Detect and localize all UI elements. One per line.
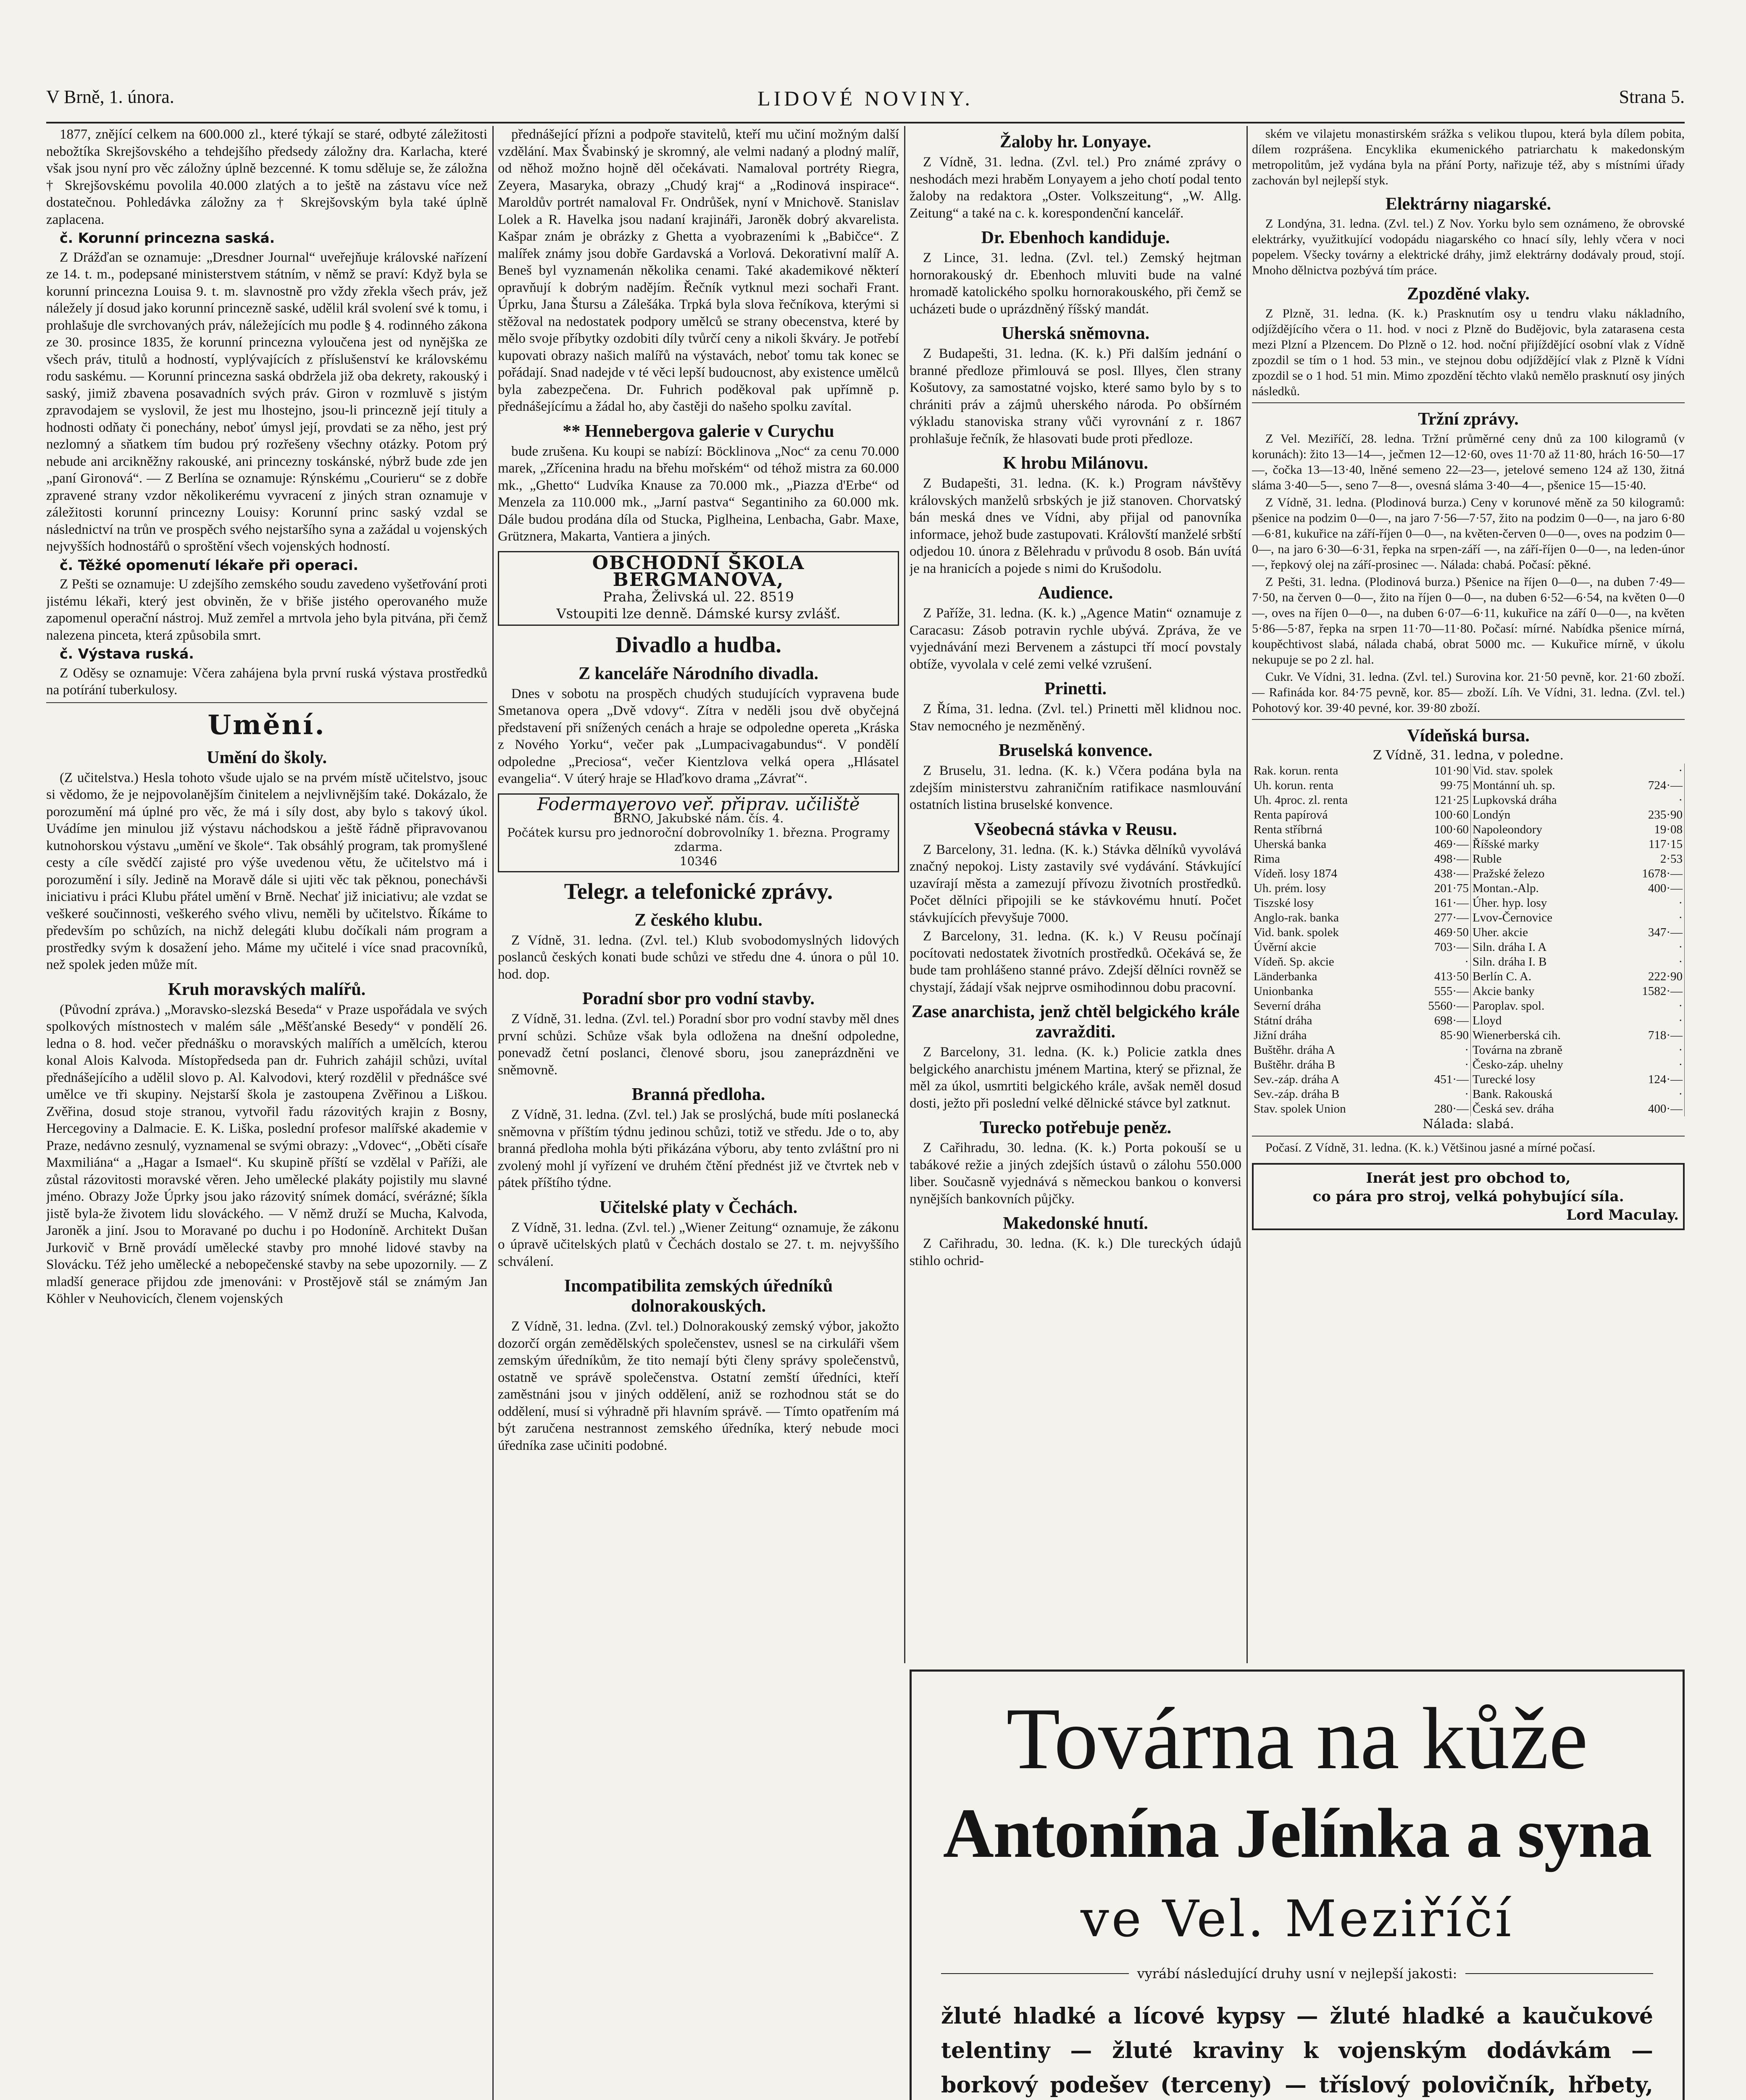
article-text: 1877, znějící celkem na 600.000 zl., které týkají se staré, odbyté záležitosti nebožtíka Skrejšovského a tehdejšího předsedy záložny dra. Karlacha, které však jsou nyní pro věc záložny úplně bezcenné. K tomu sděluje se, že záložna † Skrejšovskému povolila 40.000 zlatých a to ještě na zástavu více než dostatečnou. Pohledávka záložny za † Skrejšovským byla také úplně zaplacena. xyxy=(46,127,487,227)
article-text: Z Oděsy se oznamuje: Včera zahájena byla první ruská výstava prostředků na potírání tuberkulosy. xyxy=(46,665,487,698)
article-heading-turecko: Turecko potřebuje peněz. xyxy=(979,1118,1172,1137)
rate-row xyxy=(1252,778,1685,793)
ad-line: Inerát jest pro obchod to, xyxy=(1366,1170,1571,1186)
article-text: Z Říma, 31. ledna. (Zvl. tel.) Prinetti měl klidnou noc. Stav nemocného je nezměněný. xyxy=(910,701,1241,734)
market-text: Z Pešti, 31. ledna. (Plodinová burza.) Pšenice na říjen 0—0—, na duben 7·49—7·50, na červen 0—0—, žito na říjen 0—0—, na duben 6·52—6·54, na květen 0—0—, oves na říjen 0—0—, na duben 6·07—6·11, kukuřice na září 0—0—, na květen 5·86—5·87, řepka na srpen 11·70—11·80. Počasí: mírné. Nabídka pšenice mírná, koupěchtivost slabá, nálada chabá, obrat 5000 mc. — Kukuřice mírně, v úkolu nekupuje se po 2 zl. hal. xyxy=(1252,575,1685,667)
article-heading-uherska: Uherská sněmovna. xyxy=(1001,324,1150,343)
rate-label: Uherská banka xyxy=(1254,837,1327,851)
burza-nalada: Nálada: slabá. xyxy=(1423,1117,1514,1131)
weather-text: Počasí. Z Vídně, 31. ledna. (K. k.) Většinou jasné a mírné počasí. xyxy=(1265,1141,1596,1155)
article-text: (Z učitelstva.) Hesla tohoto všude ujalo se na prvém místě učitelstvo, jsouc si vědomo, že je nejpovolanějším činitelem a nejvlivnějším také. Dokázalo, že porozumění má úplné pro věc, že má i síly dost, aby bylo s takový úkol. Uvádíme jen minulou již výstavu náchodskou a ještě řádně připravovanou kutnohorskou výstavu „umění ve škole“. Tak obsáhlý program, tak promyšlené cesty a cíle svědčí zajisté pro výše uvedenou větu, že učitelstvo má i porozumění i síly. Jedině na Moravě dále si ujiti věc tak pěknou, ponechávši iniciativu i práci Klubu přátel umění v Brně. Nechať již iniciativu; ale vzdat se veškeré součinnosti, veškerého svého vlivu, neměli by učitelstvo. Říkáme to především po schůzích, na nichž delegáti klubu dočíkali nám program a prostředky svým k dosažení jeho. Máme my učitelé i více snad pracovníků, než spolek jeden může mít. xyxy=(46,770,487,972)
rate-row xyxy=(1252,1102,1685,1116)
article-text: Z Lince, 31. ledna. (Zvl. tel.) Zemský hejtman hornorakouský dr. Ebenhoch mluviti bude na valné hromadě katolického spolku hornorakouského, při čemž se ucházeti bude o uprázdněný říšský mandát. xyxy=(910,250,1241,317)
rate-label: Anglo-rak. banka xyxy=(1254,911,1339,924)
column-2 xyxy=(498,126,899,2100)
section-title-telegr: Telegr. a telefonické zprávy. xyxy=(564,878,833,904)
advertisement-inerat xyxy=(1252,1163,1685,1230)
rate-value: · xyxy=(1616,999,1684,1013)
rate-value: 451·— xyxy=(1402,1072,1470,1087)
rate-value: · xyxy=(1402,955,1470,969)
rate-label: Napoleondory xyxy=(1473,823,1542,836)
rate-value: 724·— xyxy=(1616,778,1684,793)
rate-value: 703·— xyxy=(1402,940,1470,955)
rate-value: 698·— xyxy=(1402,1013,1470,1028)
rate-value: 5560·— xyxy=(1402,999,1470,1013)
header-masthead: LIDOVÉ NOVINY. xyxy=(757,87,973,110)
article-heading-korunni: č. Korunní princezna saská. xyxy=(60,230,275,246)
ad-headline: Továrna na kůže xyxy=(1006,1690,1588,1788)
section-title-trzni: Tržní zprávy. xyxy=(1418,410,1519,429)
rate-label: Tiszské losy xyxy=(1254,896,1314,910)
rate-value: 2·53 xyxy=(1616,852,1684,866)
rate-value: 101·90 xyxy=(1402,764,1470,778)
rate-label: Lupkovská dráha xyxy=(1473,793,1557,807)
column-divider xyxy=(492,126,494,2100)
divider xyxy=(1252,1136,1685,1137)
article-text: Dnes v sobotu na prospěch chudých studujících vypravena bude Smetanova opera „Dvě vdovy“. Zítra v neděli jsou dvě obyčejná představení při snížených cenách a hraje se odpoledne opereta „Kráska z Nového Yorku“, večer pak „Lumpacivagabundus“. V pondělí odpoledne „Preciosa“, večer Kientzlova velká opera „Hlásatel evangelia“. V úterý hraje se Hlaďkovo drama „Závrať“. xyxy=(498,686,899,786)
section-title-divadlo: Divadlo a hudba. xyxy=(615,632,781,657)
article-heading-prinetti: Prinetti. xyxy=(1044,679,1107,698)
rate-label: Jižní dráha xyxy=(1254,1029,1307,1042)
rate-value: 222·90 xyxy=(1616,969,1684,984)
rate-value: 718·— xyxy=(1616,1028,1684,1043)
rate-label: Renta stříbrná xyxy=(1254,823,1323,836)
ad-address: Praha, Želivská ul. 22. xyxy=(603,588,756,605)
article-text: Z Vídně, 31. ledna. (Zvl. tel.) Pro známé zprávy o neshodách mezi hraběm Lonyayem a jeho chotí podal tento žaloby na redaktora „Oster. Volkszeitung“, „W. Allg. Zeitung“ a také na c. k. korespondenční kancelář. xyxy=(910,155,1241,221)
rate-label: Vídeň. losy 1874 xyxy=(1254,867,1337,880)
rate-row xyxy=(1252,984,1685,999)
rate-value: 280·— xyxy=(1402,1102,1470,1116)
rate-value: 1582·— xyxy=(1616,984,1684,999)
rate-value: 121·25 xyxy=(1402,793,1470,808)
divider xyxy=(46,702,487,703)
article-heading-anarchista: Zase anarchista, jenž chtěl belgického krále zavražditi. xyxy=(911,1002,1240,1042)
rate-label: Česko-záp. uhelny xyxy=(1473,1058,1563,1071)
article-text: Z Barcelony, 31. ledna. (K. k.) V Reusu počínají pocítovati nedostatek životních prostředků. Očekává se, že bude tam prohlášeno stanné právo. Zdejší dělníci rovněž se chystají, žádají však nejprve osmihodinnou dobu pracovní. xyxy=(910,929,1241,995)
rate-row xyxy=(1252,793,1685,808)
rate-row xyxy=(1252,1087,1685,1102)
ad-title: Fodermayerovo veř. připrav. učiliště xyxy=(537,793,860,814)
rate-value: 400·— xyxy=(1616,1102,1684,1116)
ad-company-name: Antonína Jelínka a syna xyxy=(943,1794,1651,1872)
article-text: Z Vídně, 31. ledna. (Zvl. tel.) Poradní sbor pro vodní stavby měl dnes první schůzi. Schůze však byla odložena na dnešní odpoledne, ponevadž četní poslanci, členové sboru, jsou zaneprázdněni ve sněmovně. xyxy=(498,1011,899,1078)
rate-value: · xyxy=(1402,1058,1470,1072)
rate-value: · xyxy=(1616,1087,1684,1102)
section-title-umeni: Umění. xyxy=(208,709,326,741)
rate-label: Uh. 4proc. zl. renta xyxy=(1254,793,1348,807)
ad-signature: Lord Maculay. xyxy=(1566,1207,1679,1223)
burza-subtitle: Z Vídně, 31. ledna, v poledne. xyxy=(1373,748,1564,763)
article-text: Z Plzně, 31. ledna. (K. k.) Prasknutím osy u tendru vlaku nákladního, odjíždějícího včera o 11. hod. v noci z Plzně do Budějovic, byla zatarasena cesta mezi Plzní a Plzencem. Do Plzně o 12. hod. noční přijíždějící osobní vlak z Vídně zpozdil se tím o 1 hod. 53 min., ve stejnou dobu odjíždějící vlak z Plzně k Vídni zpozdil se o 1 hod. 51 min. Mimo zpozdění těchto vlaků nemělo prasknutí osy jiných následků. xyxy=(1252,307,1685,398)
rate-label: Lloyd xyxy=(1473,1014,1502,1027)
rate-value: 277·— xyxy=(1402,911,1470,925)
ad-number: 8519 xyxy=(760,588,794,605)
article-heading-klub: Z českého klubu. xyxy=(634,910,763,930)
header-rule xyxy=(46,122,1685,123)
rate-value: · xyxy=(1616,793,1684,808)
rate-label: Vídeň. Sp. akcie xyxy=(1254,955,1334,969)
rate-label: Siln. dráha I. B xyxy=(1473,955,1547,969)
rate-label: Bank. Rakouská xyxy=(1473,1087,1553,1101)
rate-value: 400·— xyxy=(1616,881,1684,896)
article-text: Z Vídně, 31. ledna. (Zvl. tel.) Klub svobodomyslných lidových poslanců českých konati bude schůzi ve středu dne 4. února o půl 10. hod. dop. xyxy=(498,932,899,982)
column-1 xyxy=(46,126,487,2100)
rate-label: Severní dráha xyxy=(1254,999,1321,1013)
ad-title: OBCHODNÍ ŠKOLA BERGMANOVA, xyxy=(592,552,805,591)
rate-label: Úher. hyp. losy xyxy=(1473,896,1547,910)
ad-subtitle: vyrábí následující druhy usní v nejlepší jakosti: xyxy=(1129,1966,1466,1982)
rate-row xyxy=(1252,955,1685,969)
article-heading-vlaky: Zpozděné vlaky. xyxy=(1407,284,1530,304)
article-text: Z Drážďan se oznamuje: „Dresdner Journal“ uveřejňuje královské nařízení ze 14. t. m., podepsané ministerstvem státním, v němž se praví: Když byla se korunní princezna Louisa 9. t. m. slavnostně pro vždy zřekla všech práv, jež náležely jí dosud jako korunní princezně saské, udělil král svolení své k tomu, i prohlašuje dle svrchovaných práv, náležejících mu podle § 4. rodinného zákona ze 30. prosince 1835, že korunní princezna vyloučena jest od nynějška ze všech práv, titulů a hodností, vyplývajících z příslušenství ke královskému rodu saskému. — Korunní princezna saská obdržela již oba dekrety, rakouský i saský, jimiž zbavena posavadních svých práv. Giron v rozmluvě s jistým zpravodajem se vyslovil, že jest mu lhostejno, jsou-li princezně její tituly a hodnosti odňaty či ponechány, neboť úmysl její, provdati se za něho, jest prý nezlomný a sňatkem tím budou prý rozřešeny všechny otázky. Potom prý nebude ani arcikněžny rakouské, ani princezny toskánské, nýbrž bude zde jen „paní Gironová“. — Z Berlína se oznamuje: Rýnskému „Courieru“ se z dobře zpravené strany vzdor několikerému vyvracení z jiných stran oznamuje v záležitosti korunní princezny Louisy: Korunní princ saský vzdal se následnictví na trůn ve prospěch svého nejstaršího syna a zažádal u vojenských nejvyšších hodnostářů o sproštění všech vojenských hodností. xyxy=(46,249,487,554)
article-heading-galerie: ** Hennebergova galerie v Curychu xyxy=(563,421,834,441)
article-heading-vystava: č. Výstava ruská. xyxy=(60,646,194,662)
rate-label: Berlín C. A. xyxy=(1473,970,1532,983)
rate-value: · xyxy=(1616,1013,1684,1028)
article-heading-stavka: Všeobecná stávka v Reusu. xyxy=(974,819,1177,839)
article-text: Z Vídně, 31. ledna. (Zvl. tel.) Jak se proslýchá, bude míti poslanecká sněmovna v příštím týdnu jedinou schůzi, totiž ve středu. Jde o to, aby branná předloha mohla býti přikázána výboru, aby tento zvláštní pro ni zvolený mohl jí vyřízení ve druhém čtění přednést již ve čtvrtek neb v pátek příštího týdne. xyxy=(498,1107,899,1190)
rate-value: · xyxy=(1616,896,1684,911)
rate-label: Uh. prém. losy xyxy=(1254,882,1326,895)
rate-row xyxy=(1252,822,1685,837)
rate-value: 85·90 xyxy=(1402,1028,1470,1043)
rate-label: Renta papírová xyxy=(1254,808,1328,822)
rate-value: · xyxy=(1616,955,1684,969)
rate-label: Akcie banky xyxy=(1473,984,1535,998)
ad-note: Vstoupiti lze denně. Dámské kursy zvlášť. xyxy=(556,605,841,622)
header-page-number: Strana 5. xyxy=(1619,87,1685,107)
article-heading-skola: Umění do školy. xyxy=(207,748,327,767)
rate-value: 347·— xyxy=(1616,925,1684,940)
rate-label: Vid. bank. spolek xyxy=(1254,926,1339,939)
rate-value: 413·50 xyxy=(1402,969,1470,984)
rate-label: Paroplav. spol. xyxy=(1473,999,1545,1013)
rate-label: Sev.-záp. dráha B xyxy=(1254,1087,1340,1101)
article-heading-zaloby: Žaloby hr. Lonyaye. xyxy=(999,132,1152,152)
ad-line: co pára pro stroj, velká pohybující síla. xyxy=(1312,1188,1624,1205)
rate-row xyxy=(1252,852,1685,866)
rate-row xyxy=(1252,940,1685,955)
rate-label: Montánní uh. sp. xyxy=(1473,779,1555,792)
rate-value: · xyxy=(1616,940,1684,955)
page-header xyxy=(46,86,1685,132)
rate-label: Londýn xyxy=(1473,808,1511,822)
rate-row xyxy=(1252,1028,1685,1043)
rate-row xyxy=(1252,896,1685,911)
market-text: Cukr. Ve Vídni, 31. ledna. (Zvl. tel.) Surovina kor. 21·50 pevně, kor. 21·60 zboží. — Rafináda kor. 84·75 pevně, kor. 85— zboží. Líh. Ve Vídni, 31. ledna. (Zvl. tel.) Pohotový kor. 39·40 pevné, kor. 39·80 zboží. xyxy=(1252,670,1685,715)
article-text: bude zrušena. Ku koupi se nabízí: Böcklinova „Noc“ za cenu 70.000 marek, „Zřícenina hradu na břehu mořském“ od téhož mistra za 60.000 mk., „Ghetto“ Ludvíka Knause za 70.000 mk., „Piazza d'Erbe“ od Menzela za 110.000 mk., „Jarní pastva“ Segantiniho za 60.000 mk. Dále budou prodána díla od Stucka, Piglheina, Lenbacha, Gabr. Maxe, Grütznera, Makarta, Vantiera a jiných. xyxy=(498,444,899,544)
rate-value: 100·60 xyxy=(1402,822,1470,837)
article-text: Z Londýna, 31. ledna. (Zvl. tel.) Z Nov. Yorku bylo sem oznámeno, že obrovské elektrárky, využitkující vodopádu niagarského co hnací síly, lehly včera v noci popelem. Všecky továrny a elektrické dráhy, jimž elektrárny dodávaly proud, stojí. Mnoho dělnictva pozbývá tím práce. xyxy=(1252,217,1685,277)
article-heading-ucitelske: Učitelské platy v Čechách. xyxy=(599,1197,798,1217)
market-text: Z Vel. Meziříčí, 28. ledna. Tržní průměrné ceny dnů za 100 kilogramů (v korunách): žito 13—14—, ječmen 12—12·60, oves 11·70 až 11·80, hrách 16·50—17—, čočka 13—13·40, lněné semeno 22—23—, jetelové semeno 124 až 130, žitná sláma 3·40—5—, seno 7—8—, ovesná sláma 3·40—4—, pšenice 15—15·40. xyxy=(1252,432,1685,492)
article-text: Z Barcelony, 31. ledna. (K. k.) Policie zatkla dnes belgického anarchistu jménem Martina, který se přiznal, že měl za úkol, usmrtiti belgického krále, avšak neměl dosud dosti, ježto při poslední velké dělnické stávce byl zatknut. xyxy=(910,1045,1241,1111)
rate-row xyxy=(1252,911,1685,925)
rate-label: Lvov-Černovice xyxy=(1473,911,1553,924)
article-text: ském ve vilajetu monastirském srážka s velikou tlupou, která byla dílem pobita, dílem rozprášena. Encyklika ekumenického patriarchatu k makedonským metropolitům, jež vydána byla na přání Porty, nařizuje též, aby s místními úřady zachován byl nejlepší styk. xyxy=(1252,127,1685,187)
rate-row xyxy=(1252,866,1685,881)
rate-row xyxy=(1252,837,1685,852)
rate-label: Úvěrní akcie xyxy=(1254,940,1316,954)
ad-location: ve Vel. Meziříčí xyxy=(1080,1890,1514,1948)
ad-products: žluté hladké a lícové kypsy — žluté hladké a kaučukové telentiny — žluté kraviny k vojenským dodávkám — borkový podešev (terceny) — tříslový polovičník, hřbety, xyxy=(941,2003,1653,2098)
rate-value: · xyxy=(1616,911,1684,925)
rate-value: 161·— xyxy=(1402,896,1470,911)
rate-label: Říšské marky xyxy=(1473,837,1539,851)
section-title-burza: Vídeňská bursa. xyxy=(1407,726,1530,746)
article-text: Z Budapešti, 31. ledna. (K. k.) Program návštěvy královských manželů srbských je již stanoven. Chorvatský bán meská dnes ve Vídni, aby přijal od panovníka informace, jehož bude zastupovati. Královští manželé srbští odjedou 10. února z Bělehradu v průvodu 8 osob. Bán uvítá je na hranicích a pojede s nimi do Krušodolu. xyxy=(910,476,1241,576)
article-heading-kancelar: Z kanceláře Národního divadla. xyxy=(578,664,818,683)
rate-row xyxy=(1252,1043,1685,1058)
rate-value: 469·50 xyxy=(1402,925,1470,940)
advertisement-tovarna-na-kuze xyxy=(910,1670,1685,2100)
rate-row xyxy=(1252,999,1685,1013)
divider xyxy=(1252,719,1685,720)
rate-label: Uher. akcie xyxy=(1473,926,1528,939)
rate-row xyxy=(1252,1013,1685,1028)
rate-value: 1678·— xyxy=(1616,866,1684,881)
article-text: (Původní zpráva.) „Moravsko-slezská Beseda“ v Praze uspořádala ve svých spolkových místnostech v malém sále „Měšťanské Besedy“ v pondělí 26. ledna o 8. hod. večer přednášku o moravských malířích a umělcích, kterou konal Alois Kalvoda. Místopředseda pan dr. Fuhrich zahájil schůzi, uvítal přednášejícího a udělil slovo p. Al. Kalvodovi, který rozdělil v přednášce své umělce ve tři skupiny. Nejstarší škola je zastoupena Zvěřinou a Liškou. Zvěřina, dosud stoje stranou, vytvořil řadu rázovitých krajin z Bosny, Hercegoviny a Dalmacie. E. K. Liška, poslední profesor malířské akademie v Praze, nedávno zesnulý, vyznamenal se svými obrazy: „Vdovec“, „Oběti císaře Maxmiliána“ a „Hagar a Ismael“. Ku skupině příští se vzdělal v Paříži, ale zůstal rázovitosti moravské věren. Jeho umělecké plakáty pojistily mu slavné jméno. Obrazy Jože Úprky jsou jako rázovitý snímek domácí, svérázné; šíkla jistě byla-že životem lidu slováckého. — V němž druží se Mucha, Kalvoda, Jaroněk a jiní. Jsou to Moravané po duchu i po Hodoníně. Architekt Dušan Jurkovič v Brně provádí umělecké stavby pro mnohé lidové stavby na Slovácku. Též jeho umělecké a nebopečenské stavby na sebe upozornily. — Z mladší generace přijdou zde jmenováni: v Prostějově stál se známým Jan Köhler v Neuhovicích, členem vojenských xyxy=(46,1002,487,1306)
column-divider xyxy=(1246,126,1248,1663)
column-4 xyxy=(1252,126,1685,1663)
market-text: Z Vídně, 31. ledna. (Plodinová burza.) Ceny v korunové měně za 50 kilogramů: pšenice na podzim 0—0—, na jaro 7·56—7·57, žito na podzim 0—0—, na jaro 6·80—6·81, kukuřice na září-říjen 0—0—, na květen-červen 0—0—, oves na podzim 0—0—, na jaro 6·30—6·31, řepka na srpen-září —, na září-říjen 0—0—, na leden-únor —, řepkový olej na září-prosinec —. Nálada: chabá. Počasí: pěkné. xyxy=(1252,496,1685,572)
rate-label: Továrna na zbraně xyxy=(1473,1043,1562,1057)
rate-label: Česká sev. dráha xyxy=(1473,1102,1554,1116)
header-date: V Brně, 1. února. xyxy=(46,87,174,107)
article-heading-elektr: Elektrárny niagarské. xyxy=(1385,194,1551,214)
divider xyxy=(1252,402,1685,403)
article-text: Z Bruselu, 31. ledna. (K. k.) Včera podána byla na zdejším ministerstvu zahraničním ratifikace nasmlouvání ostatních listina bruselské konvence. xyxy=(910,763,1241,812)
rate-value: 235·90 xyxy=(1616,808,1684,822)
article-text: Z Budapešti, 31. ledna. (K. k.) Při dalším jednání o branné předloze přimlouvá se posl. Illyes, člen strany Košutovy, za samostatné vojsko, které samo bylo by s to chrániti práv a zájmů uherského národa. Po obšírném výkladu stanoviska strany vůči vyrovnání z r. 1867 prohlašuje řečník, že hlasovati bude proti předloze. xyxy=(910,346,1241,446)
rate-value: 100·60 xyxy=(1402,808,1470,822)
column-divider xyxy=(904,126,905,1663)
article-heading-branna: Branná předloha. xyxy=(631,1085,765,1104)
rate-value: 99·75 xyxy=(1402,778,1470,793)
rate-label: Uh. korun. renta xyxy=(1254,779,1334,792)
rate-label: Stav. spolek Union xyxy=(1254,1102,1346,1116)
article-heading-sbor: Poradní sbor pro vodní stavby. xyxy=(582,989,815,1008)
rate-label: Unionbanka xyxy=(1254,984,1313,998)
rate-label: Státní dráha xyxy=(1254,1014,1312,1027)
column-3 xyxy=(910,126,1241,1663)
rate-row xyxy=(1252,925,1685,940)
ad-number: 10346 xyxy=(679,854,718,868)
rate-label: Siln. dráha I. A xyxy=(1473,940,1547,954)
rate-value: · xyxy=(1616,1058,1684,1072)
article-text: přednášející přízni a podpoře stavitelů, kteří mu učiní možným další vzdělání. Max Švabinský je skromný, ale velmi nadaný a plodný malíř, od něhož možno hojně děl očekávati. Namaloval portréty Riegra, Zeyera, Masaryka, obrazy „Chudý kraj“ a „Rodinová inspirace“. Maroldův portrét namaloval Fr. Ondrůšek, nyní v Mnichově. Stanislav Lolek a R. Havelka jsou nadaní krajináři, Jaroněk dobrý akvarelista. Kašpar znám je obrázky z Ghetta a vyobrazeními k „Babičce“. Z malířek známy jsou dobře Gardavská a Vorlová. Dekorativní malíř A. Beneš byl vyznamenán několika cenami. Také akademikové některí opravňují k dobrým nadějím. Řečník vytknul mezi sochaři Frant. Úprku, Jana Štursu a Zálešáka. Trpká byla slova řečníkova, kterými si stěžoval na nedostatek podpory umělců se strany obecenstva, které by mělo svoje příbytky ozdobiti díly tvůrčí ceny a nikoli škváry. Je potřebí kupovati obrazy našich malířů na výstavách, neboť tomu tak konec se pořádají. Snad nadejde v té věci lepší budoucnost, aby existence umělců byla zabezpečena. Dr. Fuhrich poděkoval pak upřímně p. přednášejícímu a žádal ho, aby častěji do našeho spolku zavítal. xyxy=(498,127,899,414)
rate-value: · xyxy=(1402,1087,1470,1102)
article-text: Z Vídně, 31. ledna. (Zvl. tel.) Dolnorakouský zemský výbor, jakožto dozorčí orgán zemědělských společenstev, usnesl se na cirkuláři všem zemským úředníkům, že tito nemají býti členy správy společenstvů, ostatně ve správě společenstva. Ostatní zemští úředníci, kteří zaměstnáni jsou v jiných oddělení, aniž se rozhodnou stát se do oddělení, musí si výhradně při hlavním správě. — Tímto opatřením má být zaručena nestrannost zemského úředníka, který nebude moci úředníka zase učiniti podobné. xyxy=(498,1319,899,1453)
article-heading-ebenhoch: Dr. Ebenhoch kandiduje. xyxy=(981,228,1170,247)
rate-label: Wienerberská cih. xyxy=(1473,1029,1561,1042)
rate-value: 498·— xyxy=(1402,852,1470,866)
article-text: Z Paříže, 31. ledna. (K. k.) „Agence Matin“ oznamuje z Caracasu: Zásob potravin rychle ubývá. Zpráva, že ve vyjednávání mezi Bervenem a zástupci tří mocí povstaly obtíže, vyvolala v celé zemi velké vzrušení. xyxy=(910,606,1241,672)
rate-label: Turecké losy xyxy=(1473,1073,1536,1086)
rate-value: 469·— xyxy=(1402,837,1470,852)
article-heading-makedon: Makedonské hnutí. xyxy=(1003,1214,1148,1233)
rate-label: Montan.-Alp. xyxy=(1473,882,1539,895)
rate-value: 201·75 xyxy=(1402,881,1470,896)
ad-address: BRNO, Jakubské nám. čís. 4. xyxy=(613,811,784,825)
rate-label: Rak. korun. renta xyxy=(1254,764,1338,777)
advertisement-fodermayer xyxy=(498,793,899,872)
article-text: Z Barcelony, 31. ledna. (K. k.) Stávka dělníků vyvolává značný nepokoj. Listy zastavily své vydávání. Stávkující uzavírají města a zamezují přívozu životních prostředků. Počet dělníci připojili se ke stávkovému hnutí. Počet stávkujících převyšuje 7000. xyxy=(910,842,1241,925)
rate-value: 117·15 xyxy=(1616,837,1684,852)
article-heading-kruh: Kruh moravských malířů. xyxy=(168,979,366,999)
rate-row xyxy=(1252,764,1685,778)
article-text: Z Pešti se oznamuje: U zdejšího zemského soudu zavedeno vyšetřování proti jistému lékaři, který jest obviněn, že v břiše jistého operovaného muže zapomenul operační nástroj. Muž zemřel a mrtvola jeho byla pitvána, při čemž nalezena pinceta, která způsobila smrt. xyxy=(46,577,487,643)
rate-value: 124·— xyxy=(1616,1072,1684,1087)
rate-label: Pražské železo xyxy=(1473,867,1545,880)
article-text: Z Vídně, 31. ledna. (Zvl. tel.) „Wiener Zeitung“ oznamuje, že zákonu o úpravě učitelských platů v Čechách dostalo se 27. t. m. nejvyššího schválení. xyxy=(498,1220,899,1269)
rate-label: Vid. stav. spolek xyxy=(1473,764,1553,777)
rate-label: Rima xyxy=(1254,852,1280,866)
rate-value: · xyxy=(1402,1043,1470,1058)
rate-value: 438·— xyxy=(1402,866,1470,881)
article-heading-bruselska: Bruselská konvence. xyxy=(998,741,1153,760)
rate-row xyxy=(1252,1058,1685,1072)
article-heading-milan: K hrobu Milánovu. xyxy=(1003,454,1148,473)
rate-row xyxy=(1252,808,1685,822)
rate-value: · xyxy=(1616,764,1684,778)
article-text: Z Cařihradu, 30. ledna. (K. k.) Porta pokouší se u tabákové režie a jiných zdejších ústavů o zálohu 550.000 liber. Současně vyjednává s německou bankou o konversi nynějších bankovních půjčky. xyxy=(910,1140,1241,1207)
article-heading-lekare: č. Těžké opomenutí lékaře při operaci. xyxy=(60,556,358,573)
exchange-rates-table xyxy=(1252,764,1685,1116)
rate-label: Länderbanka xyxy=(1254,970,1317,983)
rate-row xyxy=(1252,881,1685,896)
rate-label: Buštěhr. dráha B xyxy=(1254,1058,1336,1071)
rate-row xyxy=(1252,969,1685,984)
rate-label: Buštěhr. dráha A xyxy=(1254,1043,1336,1057)
rate-label: Sev.-záp. dráha A xyxy=(1254,1073,1340,1086)
ad-note: Počátek kursu pro jednoroční dobrovolníky 1. března. Programy zdarma. xyxy=(507,825,890,854)
rate-label: Ruble xyxy=(1473,852,1502,866)
rate-row xyxy=(1252,1072,1685,1087)
advertisement-obchodni-skola xyxy=(498,551,899,626)
article-text: Z Cařihradu, 30. ledna. (K. k.) Dle tureckých údajů stihlo ochrid- xyxy=(910,1236,1241,1268)
article-heading-audience: Audience. xyxy=(1038,583,1113,603)
rate-value: 19·08 xyxy=(1616,822,1684,837)
rate-value: 555·— xyxy=(1402,984,1470,999)
article-heading-incompat: Incompatibilita zemských úředníků dolnorakouských. xyxy=(564,1276,833,1316)
rate-value: · xyxy=(1616,1043,1684,1058)
